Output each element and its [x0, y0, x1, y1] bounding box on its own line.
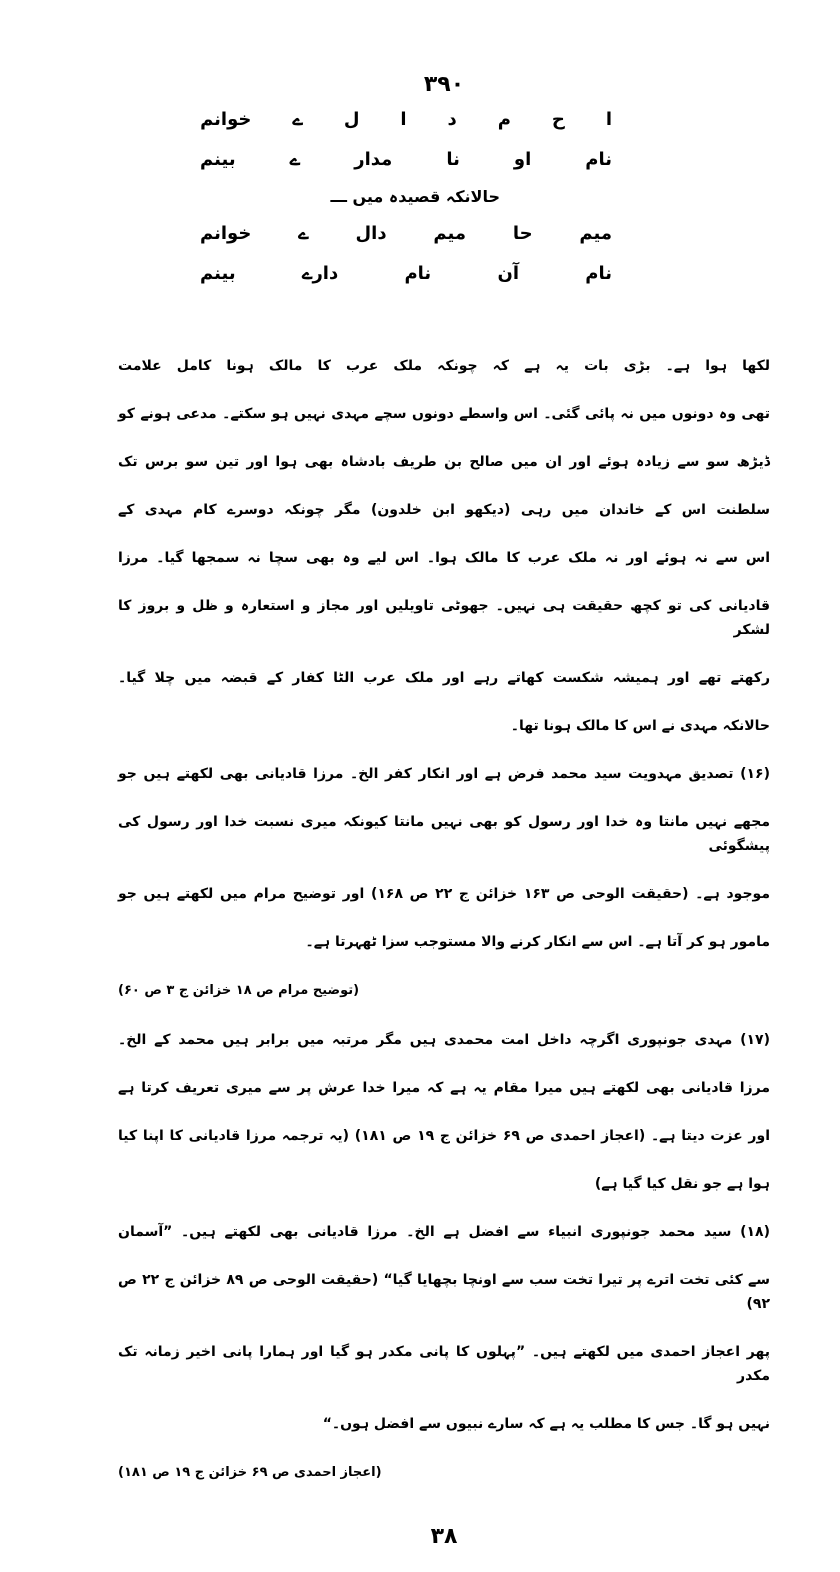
poem-cell: بینم: [200, 263, 236, 284]
text-line: اس سے نہ ہوئے اور نہ ملک عرب کا مالک ہوا۔ اس لیے وہ بھی سچا نہ سمجھا گیا۔ مرزا: [118, 550, 770, 566]
page-number-bottom: ۳۸: [430, 1524, 458, 1549]
poem-row-3: [200, 214, 612, 254]
citation: (توضیح مرام ص ۱۸ خزائن ج ۳ ص ۶۰): [118, 983, 360, 998]
poem-cell: نا: [446, 149, 460, 170]
text-line: تھی وہ دونوں میں نہ پائی گئی۔ اس واسطے دونوں سچے مہدی نہیں ہو سکتے۔ مدعی ہونے کو: [118, 406, 770, 422]
poem-intro: حالانکہ قصیدہ میں ـــ: [330, 187, 500, 206]
text-line: قادیانی کی تو کچھ حقیقت ہی نہیں۔ جھوٹی تاویلیں اور مجاز و استعارہ و ظل و بروز کا لشکر: [118, 598, 770, 638]
text-line: (۱۶) تصدیق مہدویت سید محمد فرض ہے اور انکار کفر الخ۔ مرزا قادیانی بھی لکھتے ہیں جو: [118, 766, 770, 782]
poem-cell: ے: [298, 223, 309, 244]
citation-row: [118, 1448, 770, 1498]
poem-row-4: [200, 254, 612, 294]
poem-cell: د: [447, 109, 457, 130]
poem-cell: ا: [400, 109, 407, 130]
poem-cell: دارے: [301, 263, 339, 284]
poem-cell: خوانم: [200, 223, 252, 244]
text-line: مرزا قادیانی بھی لکھتے ہیں میرا مقام یہ ہے کہ میرا خدا عرش پر سے میری تعریف کرتا ہے: [118, 1080, 770, 1096]
poem-cell: نام: [404, 263, 432, 284]
text-line: (۱۸) سید محمد جونپوری انبیاء سے افضل ہے الخ۔ مرزا قادیانی بھی لکھتے ہیں۔ ”آسمان: [118, 1224, 770, 1240]
poem-cell: میم: [433, 223, 466, 244]
poem-cell: او: [513, 149, 532, 170]
text-line: پھر اعجاز احمدی میں لکھتے ہیں۔ ”پہلوں کا پانی مکدر ہو گیا اور ہمارا پانی اخیر زمانہ تک مکدر: [118, 1344, 770, 1384]
poem-cell: ل: [343, 109, 360, 130]
poem-cell: ے: [292, 109, 303, 130]
text-line: حالانکہ مہدی نے اس کا مالک ہونا تھا۔: [510, 718, 770, 734]
poem-cell: ح: [551, 109, 565, 130]
poem-block: [200, 100, 612, 294]
text-line: (۱۷) مہدی جونپوری اگرچہ داخل امت محمدی ہیں مگر مرتبہ میں برابر ہیں محمد کے الخ۔: [118, 1032, 770, 1048]
poem-cell: م: [497, 109, 511, 130]
text-line: لکھا ہوا ہے۔ بڑی بات یہ ہے کہ چونکہ ملک عرب کا مالک ہونا کامل علامت: [118, 358, 770, 374]
poem-row-2: [200, 140, 612, 180]
poem-cell: نام: [585, 149, 612, 170]
text-line: سلطنت اس کے خاندان میں رہی (دیکھو ابن خلدون) مگر چونکہ دوسرے کام مہدی کے: [118, 502, 770, 518]
poem-cell: دال: [355, 223, 387, 244]
poem-cell: حا: [512, 223, 533, 244]
poem-cell: نام: [585, 263, 612, 284]
text-line: مامور ہو کر آتا ہے۔ اس سے انکار کرنے والا مستوجب سزا ٹھہرتا ہے۔: [305, 934, 770, 950]
poem-row-1: [200, 100, 612, 140]
poem-cell: بینم: [200, 149, 236, 170]
poem-cell: ا: [605, 109, 612, 130]
text-line: نہیں ہو گا۔ جس کا مطلب یہ ہے کہ سارے نبیوں سے افضل ہوں۔“: [322, 1416, 770, 1432]
text-line: ہوا ہے جو نقل کیا گیا ہے): [594, 1176, 770, 1192]
text-line: رکھتے تھے اور ہمیشہ شکست کھاتے رہے اور ملک عرب الٹا کفار کے قبضہ میں چلا گیا۔: [118, 670, 770, 686]
body-text: [118, 342, 770, 1498]
poem-cell: آن: [497, 263, 520, 284]
poem-cell: میم: [579, 223, 612, 244]
text-line: ڈیڑھ سو سے زیادہ ہوئے اور ان میں صالح بن طریف بادشاہ بھی ہوا اور تین سو برس تک: [118, 454, 770, 470]
text-line: اور عزت دیتا ہے۔ (اعجاز احمدی ص ۶۹ خزائن ج ۱۹ ص ۱۸۱) (یہ ترجمہ مرزا قادیانی کا اپنا کیا: [118, 1128, 770, 1144]
poem-cell: مدار: [354, 149, 393, 170]
text-column: [118, 70, 770, 1552]
poem-cell: ے: [289, 149, 301, 170]
citation-row: [118, 966, 770, 1016]
text-line: موجود ہے۔ (حقیقت الوحی ص ۱۶۳ خزائن ج ۲۲ ص ۱۶۸) اور توضیح مرام میں لکھتے ہیں جو: [118, 886, 770, 902]
poem-cell: خوانم: [200, 109, 252, 130]
text-line: مجھے نہیں مانتا وہ خدا اور رسول کو بھی نہیں مانتا کیونکہ میری نسبت خدا اور رسول کی پیشگوئی: [118, 814, 770, 854]
citation: (اعجاز احمدی ص ۶۹ خزائن ج ۱۹ ص ۱۸۱): [118, 1465, 382, 1480]
text-line: سے کئی تخت اترے پر تیرا تخت سب سے اونچا بچھایا گیا“ (حقیقت الوحی ص ۸۹ خزائن ج ۲۲ ص ۹۲): [118, 1272, 770, 1312]
page-number-top: ۳۹۰: [423, 72, 465, 97]
